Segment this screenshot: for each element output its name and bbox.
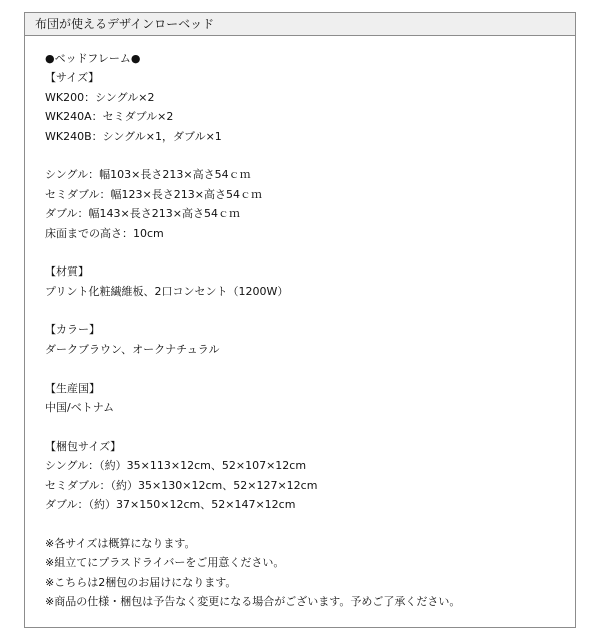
dimension-line: ダブル：幅143×長さ213×高さ54ｃｍ [45, 207, 240, 221]
panel-title: 布団が使えるデザインローベッド [25, 13, 575, 36]
package-heading: 【梱包サイズ】 [45, 439, 122, 453]
material-heading: 【材質】 [45, 265, 89, 279]
origin-heading: 【生産国】 [45, 381, 100, 395]
size-heading: 【サイズ】 [45, 71, 100, 85]
spacer [45, 359, 565, 378]
note-line: ※組立てにプラスドライバーをご用意ください。 [45, 556, 285, 570]
spacer [45, 514, 565, 533]
spec-panel [24, 12, 576, 628]
dimension-line: シングル：幅103×長さ213×高さ54ｃｍ [45, 168, 251, 182]
spacer [45, 301, 565, 320]
color-text: ダークブラウン、オークナチュラル [45, 342, 220, 356]
origin-text: 中国/ベトナム [45, 401, 115, 415]
note-line: ※各サイズは概算になります。 [45, 536, 196, 550]
spacer [45, 243, 565, 262]
package-line: シングル：（約）35×113×12cm、52×107×12cm [45, 459, 307, 473]
package-line: セミダブル：（約）35×130×12cm、52×127×12cm [45, 478, 318, 492]
spacer [45, 146, 565, 165]
size-line: WK200：シングル×2 [45, 90, 155, 104]
bed-frame-heading: ●ベッドフレーム● [45, 52, 141, 65]
material-text: プリント化粧繊維板、2口コンセント（1200W） [45, 284, 289, 298]
spec-content [45, 49, 565, 611]
color-heading: 【カラー】 [45, 323, 100, 337]
dimension-line: セミダブル：幅123×長さ213×高さ54ｃｍ [45, 187, 262, 201]
note-line: ※商品の仕様・梱包は予告なく変更になる場合がございます。予めご了承ください。 [45, 594, 461, 608]
size-line: WK240B：シングル×1，ダブル×1 [45, 129, 222, 143]
note-line: ※こちらは2梱包のお届けになります。 [45, 575, 237, 589]
floor-height-line: 床面までの高さ：10cm [45, 226, 164, 240]
package-line: ダブル：（約）37×150×12cm、52×147×12cm [45, 497, 296, 511]
spacer [45, 417, 565, 436]
size-line: WK240A：セミダブル×2 [45, 110, 174, 124]
